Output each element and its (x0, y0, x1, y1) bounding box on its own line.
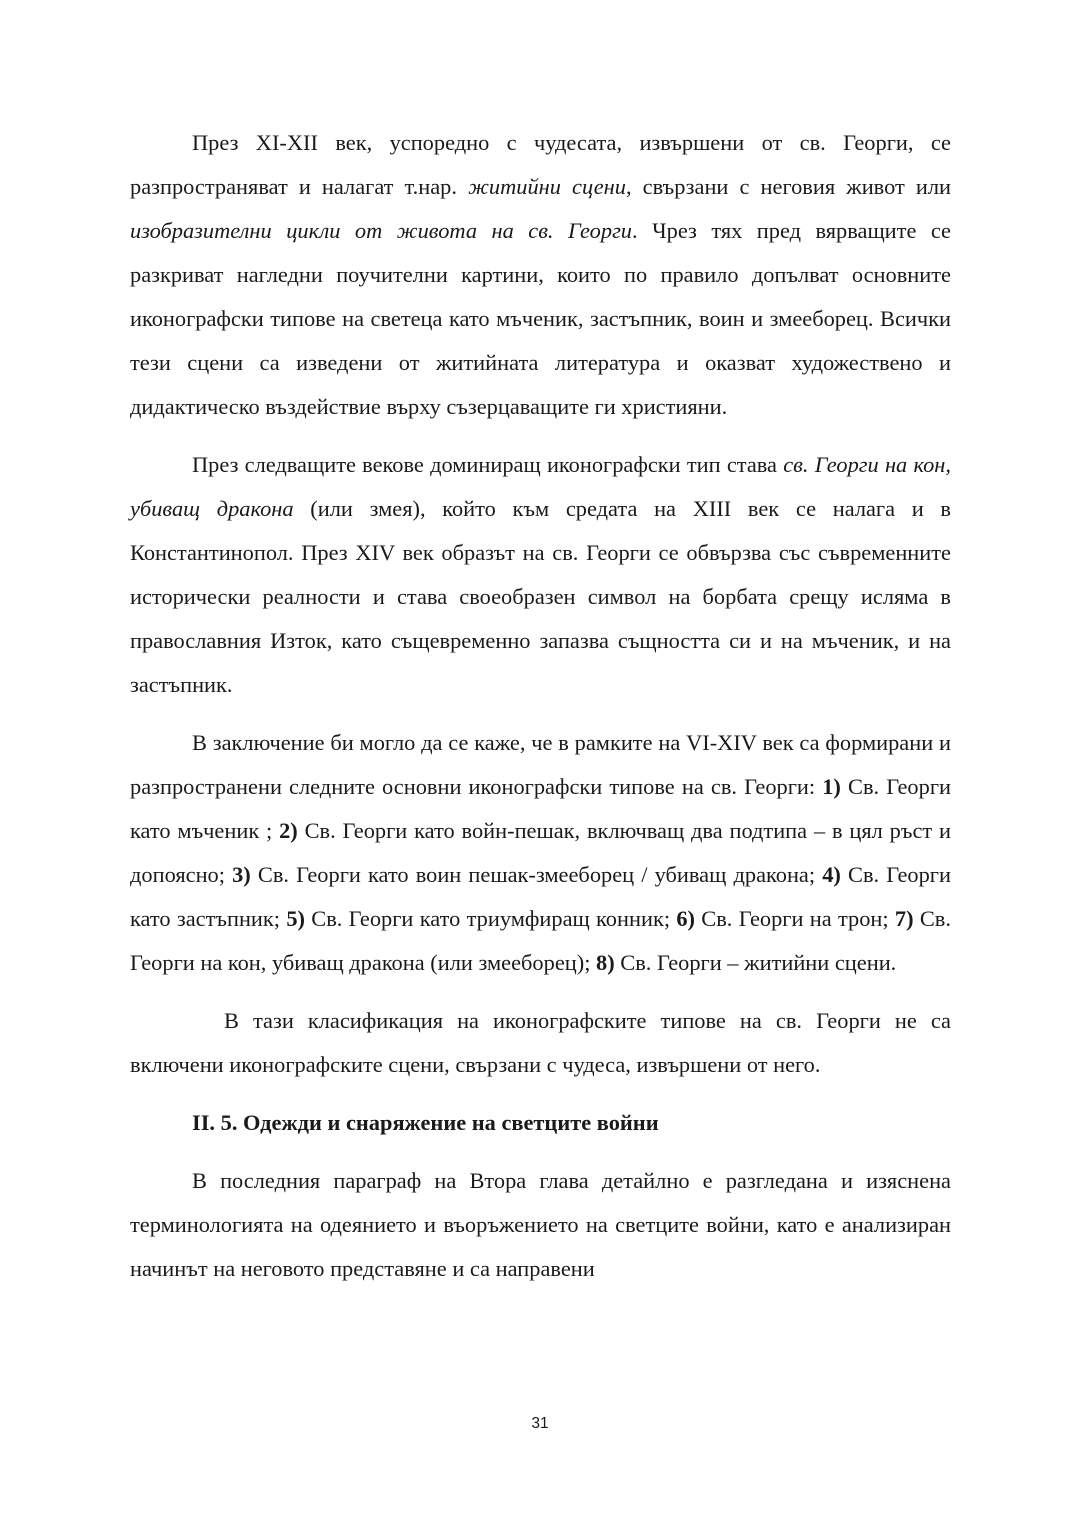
list-number: 7) (894, 906, 914, 931)
list-item-text: Св. Георги на трон; (695, 906, 895, 931)
list-number: 1) (822, 774, 841, 799)
section-heading: II. 5. Одежди и снаряжение на светците войни (192, 1110, 659, 1135)
list-item-text: Св. Георги като мъченик ; (130, 774, 951, 843)
italic-term: св. Георги на кон, убиващ дракона (130, 452, 951, 521)
list-item-text: Св. Георги на кон, убиващ дракона (или змееборец); (130, 906, 951, 975)
list-item-text: Св. Георги като застъпник; (130, 862, 951, 931)
list-item-text: Св. Георги – житийни сцени. (614, 950, 897, 975)
list-number: 8) (596, 950, 615, 975)
text-span: , свързани с неговия живот или (625, 174, 952, 199)
text-span: . Чрез тях пред вярващите се разкриват нагледни поучителни картини, които по правило допълват основните иконографски типове на светеца като мъченик, застъпник, воин и змееборец. Всички тези сцени са изведени от житийната литература и оказват художествено и дидактическо въздействие върху съзерцаващите ги християни. (130, 218, 951, 419)
paragraph-dominant-type (130, 443, 951, 707)
text-span: (или змея), който към средата на XIII век се налага и в Константинопол. През XIV век образът на св. Георги се обвързва със съвременните исторически реалности и става своеобразен символ на борбата срещу исляма в православния Изток, като същевременно запазва същността си и на мъченик, и на застъпник. (130, 496, 951, 697)
list-number: 3) (232, 862, 251, 887)
paragraph-last-section: В последния параграф на Втора глава детайлно е разгледана и изяснена терминологията на одеянието и въоръжението на светците войни, като е анализиран начинът на неговото представяне и са направени (130, 1168, 951, 1281)
text-span: В заключение би могло да се каже, че в рамките на VI-XIV век са формирани и разпространени следните основни иконографски типове на св. Георги: (130, 730, 951, 799)
list-item-text: Св. Георги като триумфиращ конник; (304, 906, 677, 931)
paragraph-classification-note: В тази класификация на иконографските типове на св. Георги не са включени иконографските сцени, свързани с чудеса, извършени от него. (130, 1008, 951, 1077)
page-number: 31 (531, 1415, 549, 1432)
text-span: През следващите векове доминиращ иконографски тип става (192, 452, 784, 477)
list-item-text: Св. Георги като воин пешак-змееборец / убиващ дракона; (250, 862, 823, 887)
list-number: 5) (286, 906, 305, 931)
list-number: 6) (676, 906, 695, 931)
paragraph-conclusion (130, 721, 951, 985)
list-number: 4) (822, 862, 841, 887)
list-item-text: Св. Георги като войн-пешак, включващ два подтипа – в цял ръст и допоясно; (130, 818, 951, 887)
page-body (130, 121, 951, 1291)
italic-term: житийни сцени (468, 174, 626, 199)
italic-term: изобразителни цикли от живота на св. Георги (130, 218, 633, 243)
text-span: През XI-XII век, успоредно с чудесата, извършени от св. Георги, се разпространяват и налагат т.нар. (130, 130, 951, 199)
paragraph-lives-scenes (130, 121, 951, 429)
list-number: 2) (279, 818, 298, 843)
